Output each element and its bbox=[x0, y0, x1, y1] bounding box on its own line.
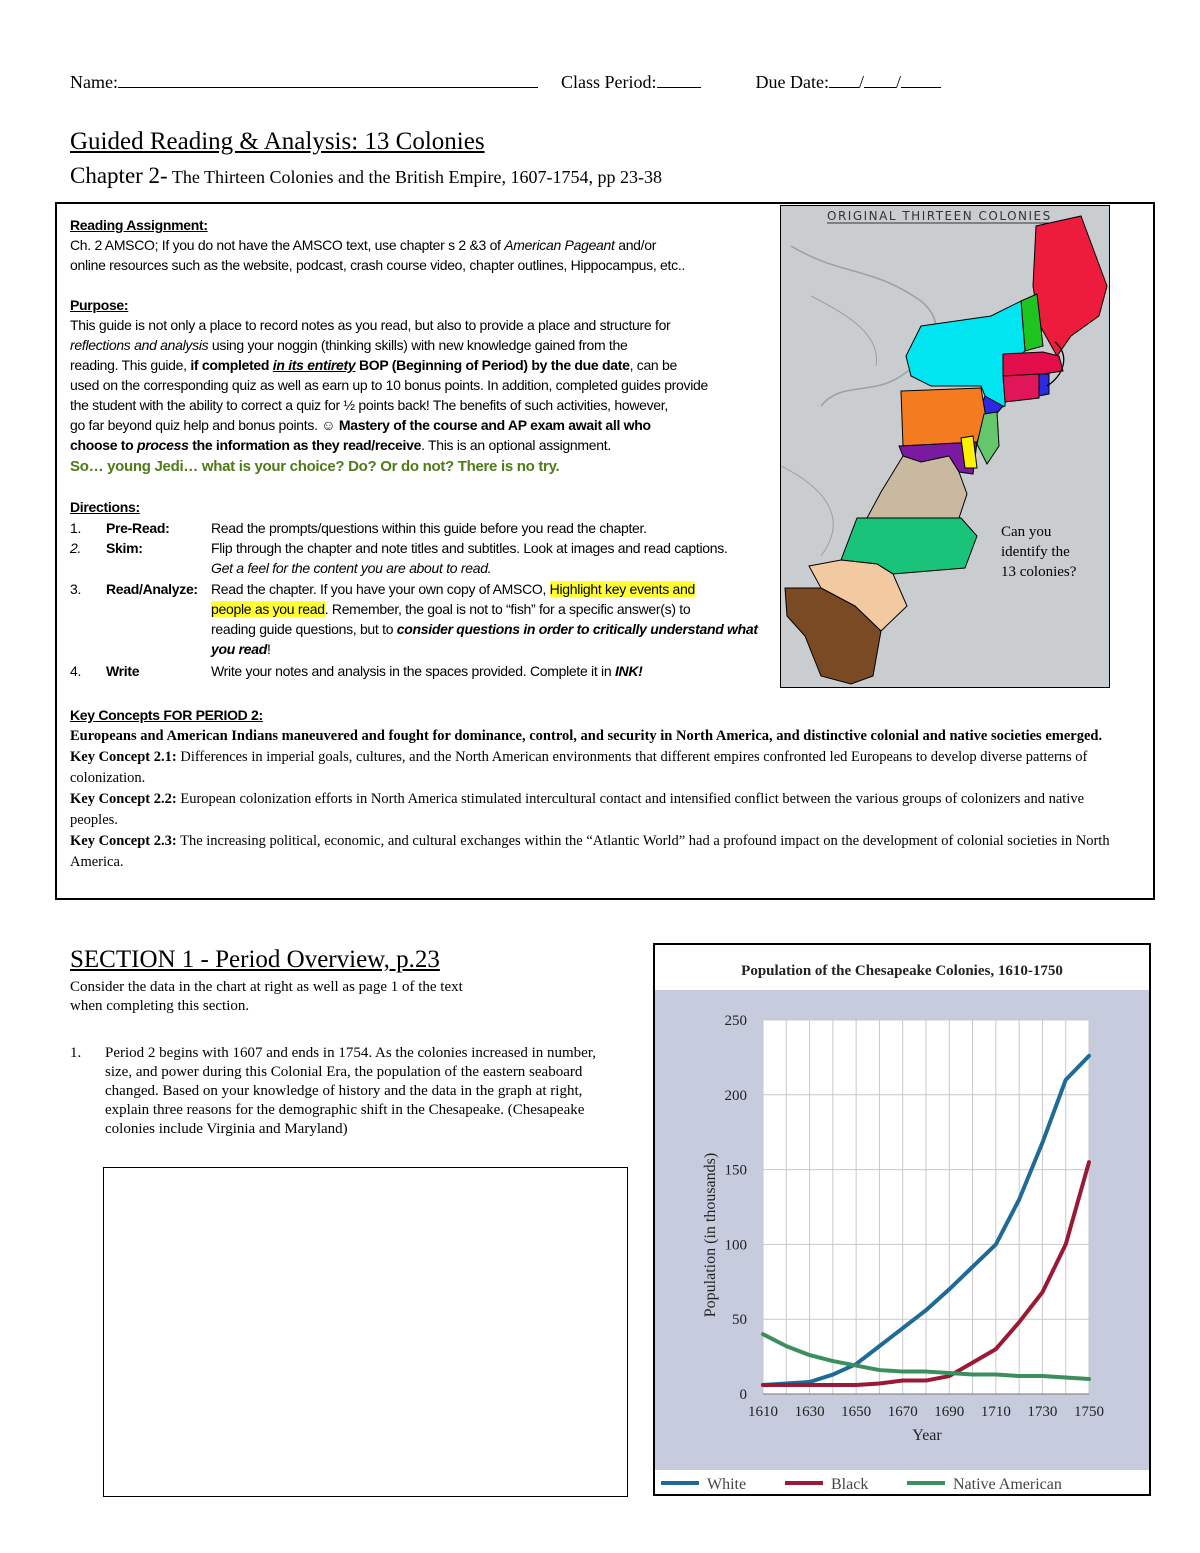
chart-x-axis-label: Year bbox=[912, 1427, 942, 1444]
chart-svg bbox=[655, 945, 1149, 1494]
chapter-prefix: Chapter 2- bbox=[70, 163, 168, 188]
chart-y-axis-label: Population (in thousands) bbox=[702, 1152, 719, 1318]
key-concepts-heading: Key Concepts FOR PERIOD 2: bbox=[70, 707, 263, 723]
key-concepts-summary: Europeans and American Indians maneuvered and fought for dominance, control, and security in North America, and distinctive colonial and native societies emerged. bbox=[70, 728, 1103, 744]
purpose-line: go far beyond quiz help and bonus points. ☺ Mastery of the course and AP exam await all who bbox=[70, 417, 651, 433]
class-period-blank[interactable] bbox=[657, 73, 701, 88]
x-tick-label: 1670 bbox=[887, 1404, 918, 1420]
x-tick-label: 1610 bbox=[748, 1404, 778, 1420]
key-concept-item: Key Concept 2.2: European colonization efforts in North America stimulated intercultural contact and intensified conflict between the various groups of colonizers and native peoples. bbox=[70, 791, 1085, 828]
reading-assignment-heading: Reading Assignment: bbox=[70, 217, 208, 233]
population-chart bbox=[653, 943, 1151, 1496]
section-title: SECTION 1 - Period Overview, p.23 bbox=[70, 946, 440, 973]
direction-item: 1. Pre-Read: Read the prompts/questions within this guide before you read the chapter. bbox=[70, 520, 647, 536]
section-intro: Consider the data in the chart at right as well as page 1 of the text when completing this section. bbox=[70, 979, 463, 1014]
due-date-label: Due Date: bbox=[755, 72, 829, 92]
due-date-year-blank[interactable] bbox=[901, 73, 941, 88]
page-title: Guided Reading & Analysis: 13 Colonies bbox=[70, 128, 485, 155]
jedi-line: So… young Jedi… what is your choice? Do? Or do not? There is no try. bbox=[70, 458, 560, 475]
due-date-month-blank[interactable] bbox=[829, 73, 859, 88]
y-tick-label: 250 bbox=[724, 1013, 747, 1029]
due-date-day-blank[interactable] bbox=[864, 73, 896, 88]
purpose-line: choose to process the information as they read/receive. This is an optional assignment. bbox=[70, 437, 611, 453]
legend-label: White bbox=[707, 1476, 747, 1493]
y-tick-label: 0 bbox=[739, 1387, 747, 1403]
class-period-label: Class Period: bbox=[560, 72, 657, 92]
y-tick-label: 50 bbox=[732, 1312, 747, 1329]
key-concept-item: Key Concept 2.1: Differences in imperial goals, cultures, and the North American environments that different empires confronted led Europeans to develop diverse patterns of colonization. bbox=[70, 749, 1088, 786]
purpose-heading: Purpose: bbox=[70, 297, 129, 313]
x-tick-label: 1630 bbox=[794, 1404, 825, 1420]
chapter-heading bbox=[70, 163, 662, 189]
highlight: Highlight key events and bbox=[549, 581, 696, 597]
y-tick-label: 150 bbox=[724, 1162, 747, 1179]
date-separator: / bbox=[895, 72, 901, 92]
purpose-line: This guide is not only a place to record notes as you read, but also to provide a place and structure for bbox=[70, 317, 671, 333]
x-tick-label: 1750 bbox=[1074, 1404, 1104, 1420]
map-title: ORIGINAL THIRTEEN COLONIES bbox=[827, 209, 1052, 223]
purpose-line: the student with the ability to correct a quiz for ½ points back! The benefits of such activities, however, bbox=[70, 397, 668, 413]
thirteen-colonies-map bbox=[780, 205, 1110, 688]
key-concepts bbox=[70, 705, 1130, 873]
x-tick-label: 1690 bbox=[934, 1404, 965, 1420]
x-tick-label: 1710 bbox=[980, 1404, 1011, 1420]
key-concept-item: Key Concept 2.3: The increasing political, economic, and cultural exchanges within the “Atlantic World” had a profound impact on the development of colonial societies in North America. bbox=[70, 833, 1110, 870]
legend-label: Black bbox=[831, 1476, 869, 1493]
question-number: 1. bbox=[70, 1045, 82, 1061]
date-separator: / bbox=[858, 72, 864, 92]
chapter-subtitle: The Thirteen Colonies and the British Empire, 1607-1754, bbox=[167, 167, 593, 187]
directions-heading: Directions: bbox=[70, 499, 140, 515]
purpose-section bbox=[70, 295, 780, 477]
chart-title: Population of the Chesapeake Colonies, 1610-1750 bbox=[741, 963, 1063, 979]
purpose-line: reflections and analysis using your noggin (thinking skills) with new knowledge gained from the bbox=[70, 337, 628, 353]
question-text: Period 2 begins with 1607 and ends in 1754. As the colonies increased in number, size, and power during this Colonial Era, the population of the eastern seaboard changed. Based on your knowledge of history and the data in the graph at right, explain three reasons for the demographic shift in the Chesapeake. (Chesapeake colonies include Virginia and Maryland) bbox=[105, 1045, 596, 1137]
direction-item: 3. Read/Analyze: Read the chapter. If you have your own copy of AMSCO, Highlight key events and people as you read. Remember, the goal is not to “fish” for a specific answer(s) to reading guide questions, but to consider questions in order to critically understand what you read! bbox=[70, 581, 758, 657]
reading-assignment bbox=[70, 215, 780, 275]
highlight: people as you read bbox=[211, 601, 325, 617]
header-fields bbox=[70, 72, 1170, 93]
x-tick-label: 1650 bbox=[841, 1404, 872, 1420]
direction-item: 2. Skim: Flip through the chapter and note titles and subtitles. Look at images and read captions. Get a feel for the content you are about to read. bbox=[70, 540, 728, 576]
legend-label: Native American bbox=[953, 1476, 1062, 1493]
chapter-pages: pp 23-38 bbox=[593, 167, 662, 187]
smiley-icon: ☺ bbox=[321, 417, 336, 433]
name-label: Name: bbox=[70, 72, 118, 92]
name-blank[interactable] bbox=[118, 73, 538, 88]
reading-assignment-line1: Ch. 2 AMSCO; If you do not have the AMSCO text, use chapter s 2 &3 of American Pageant and/or bbox=[70, 237, 657, 253]
answer-box[interactable] bbox=[103, 1167, 628, 1497]
map-caption: Can you identify the 13 colonies? bbox=[1001, 524, 1077, 580]
purpose-line: used on the corresponding quiz as well as earn up to 10 bonus points. In addition, completed guides provide bbox=[70, 377, 709, 393]
y-tick-label: 200 bbox=[724, 1087, 747, 1104]
reading-assignment-line2: online resources such as the website, podcast, crash course video, chapter outlines, Hippocampus, etc.. bbox=[70, 257, 686, 273]
y-tick-label: 100 bbox=[724, 1237, 747, 1254]
map-image bbox=[781, 206, 1110, 688]
direction-item: 4. Write Write your notes and analysis in the spaces provided. Complete it in INK! bbox=[70, 663, 643, 679]
purpose-line: reading. This guide, if completed in its entirety BOP (Beginning of Period) by the due date, can be bbox=[70, 357, 677, 373]
x-tick-label: 1730 bbox=[1027, 1404, 1058, 1420]
